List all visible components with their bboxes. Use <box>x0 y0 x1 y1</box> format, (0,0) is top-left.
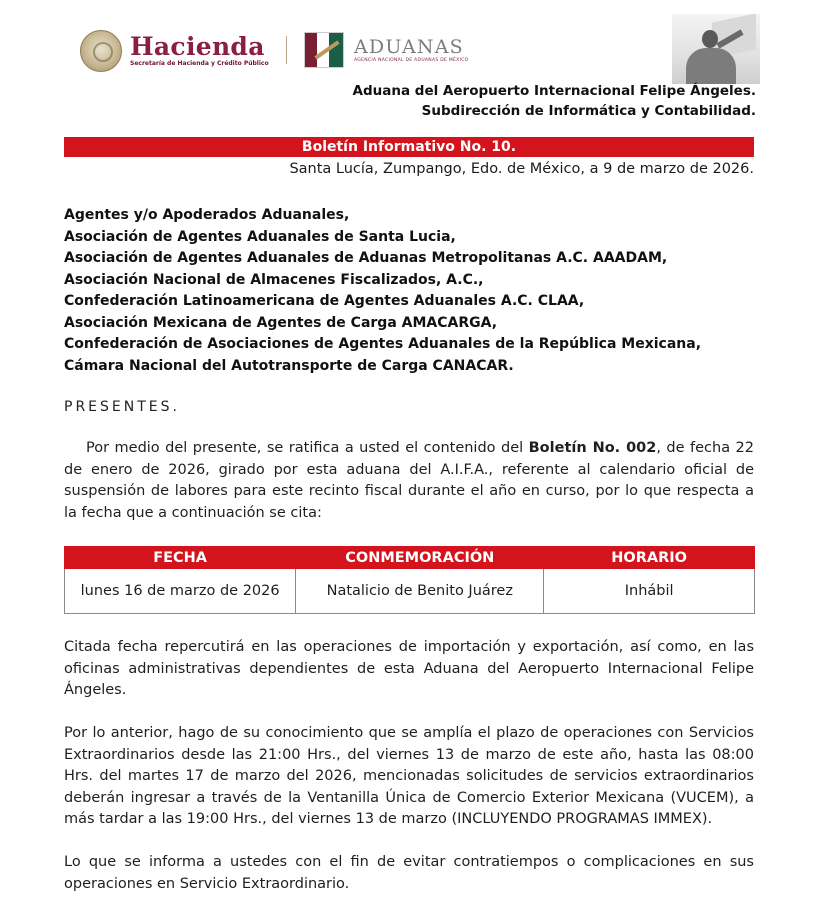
logo-divider <box>286 36 287 64</box>
paragraph-impact: Citada fecha repercutirá en las operaciones de importación y exportación, así como, en las oficinas administrativas dependientes de esta Aduana del Aeropuerto Internacional Felipe Ángeles. <box>64 639 754 698</box>
place-date: Santa Lucía, Zumpango, Edo. de México, a 9 de marzo de 2026. <box>289 161 754 177</box>
aduanas-logo <box>304 32 468 68</box>
aduanas-title: ADUANAS <box>354 36 464 58</box>
aduanas-subtitle: AGENCIA NACIONAL DE ADUANAS DE MÉXICO <box>354 58 469 63</box>
addressee-line: Asociación de Agentes Aduanales de Aduanas Metropolitanas A.C. AAADAM, <box>64 250 668 266</box>
salutation: PRESENTES. <box>64 399 180 415</box>
cell-horario: Inhábil <box>544 569 755 614</box>
addressee-line: Confederación Latinoamericana de Agentes Aduanales A.C. CLAA, <box>64 293 585 309</box>
office-subdirectorate: Subdirección de Informática y Contabilidad. <box>421 103 756 119</box>
addressee-line: Asociación de Agentes Aduanales de Santa Lucia, <box>64 228 456 245</box>
hacienda-subtitle: Secretaría de Hacienda y Crédito Público <box>130 60 269 67</box>
national-seal-icon <box>80 30 122 72</box>
holiday-table <box>64 546 755 614</box>
hacienda-title: Hacienda <box>130 32 265 61</box>
paragraph-extended-hours: Por lo anterior, hago de su conocimiento que se amplía el plazo de operaciones con Servicios Extraordinarios desde las 21:00 Hrs., del viernes 13 de marzo de este año, hasta las 08:00 Hrs. del martes 17 de marzo del 2026, mencionadas solicitudes de servicios extraordinarios deberán ingresar a través de la Ventanilla Única de Comercio Exterior Mexicana (VUCEM), a más tardar a las 19:00 Hrs., del viernes 13 de marzo (INCLUYENDO PROGRAMAS IMMEX). <box>64 725 754 827</box>
header-horario: HORARIO <box>544 547 755 569</box>
paragraph-text: , de fecha 22 de enero de 2026, girado por esta aduana del A.I.F.A., referente al calendario oficial de suspensión de labores para este recinto fiscal durante el año en curso, por lo que respecta a la fecha que a continuación se cita: <box>64 440 755 521</box>
addressee-line: Asociación Nacional de Almacenes Fiscalizados, A.C., <box>64 271 484 288</box>
header-conmemoracion: CONMEMORACIÓN <box>296 547 544 569</box>
addressee-list <box>64 205 701 377</box>
header-fecha: FECHA <box>65 547 296 569</box>
office-name: Aduana del Aeropuerto Internacional Felipe Ángeles. <box>352 83 756 99</box>
table-row <box>65 569 755 614</box>
bulletin-reference: Boletín No. 002 <box>528 440 657 456</box>
hacienda-logo <box>80 30 269 72</box>
addressee-line: Cámara Nacional del Autotransporte de Carga CANACAR. <box>64 357 514 374</box>
heroine-flag-image <box>672 14 760 84</box>
cell-fecha: lunes 16 de marzo de 2026 <box>65 569 296 614</box>
paragraph-text: Por medio del presente, se ratifica a usted el contenido del <box>86 440 529 456</box>
table-header-row <box>65 547 755 569</box>
addressee-line: Asociación Mexicana de Agentes de Carga AMACARGA, <box>64 314 498 331</box>
cell-conmemoracion: Natalicio de Benito Juárez <box>296 569 544 614</box>
paragraph-ratification <box>64 438 754 524</box>
paragraph-closing: Lo que se informa a ustedes con el fin de evitar contratiempos o complicaciones en sus operaciones en Servicio Extraordinario. <box>64 854 754 892</box>
bulletin-title: Boletín Informativo No. 10. <box>64 137 754 157</box>
aduanas-mark-icon <box>304 32 344 68</box>
addressee-line: Confederación de Asociaciones de Agentes Aduanales de la República Mexicana, <box>64 336 702 352</box>
addressee-line: Agentes y/o Apoderados Aduanales, <box>64 207 350 223</box>
